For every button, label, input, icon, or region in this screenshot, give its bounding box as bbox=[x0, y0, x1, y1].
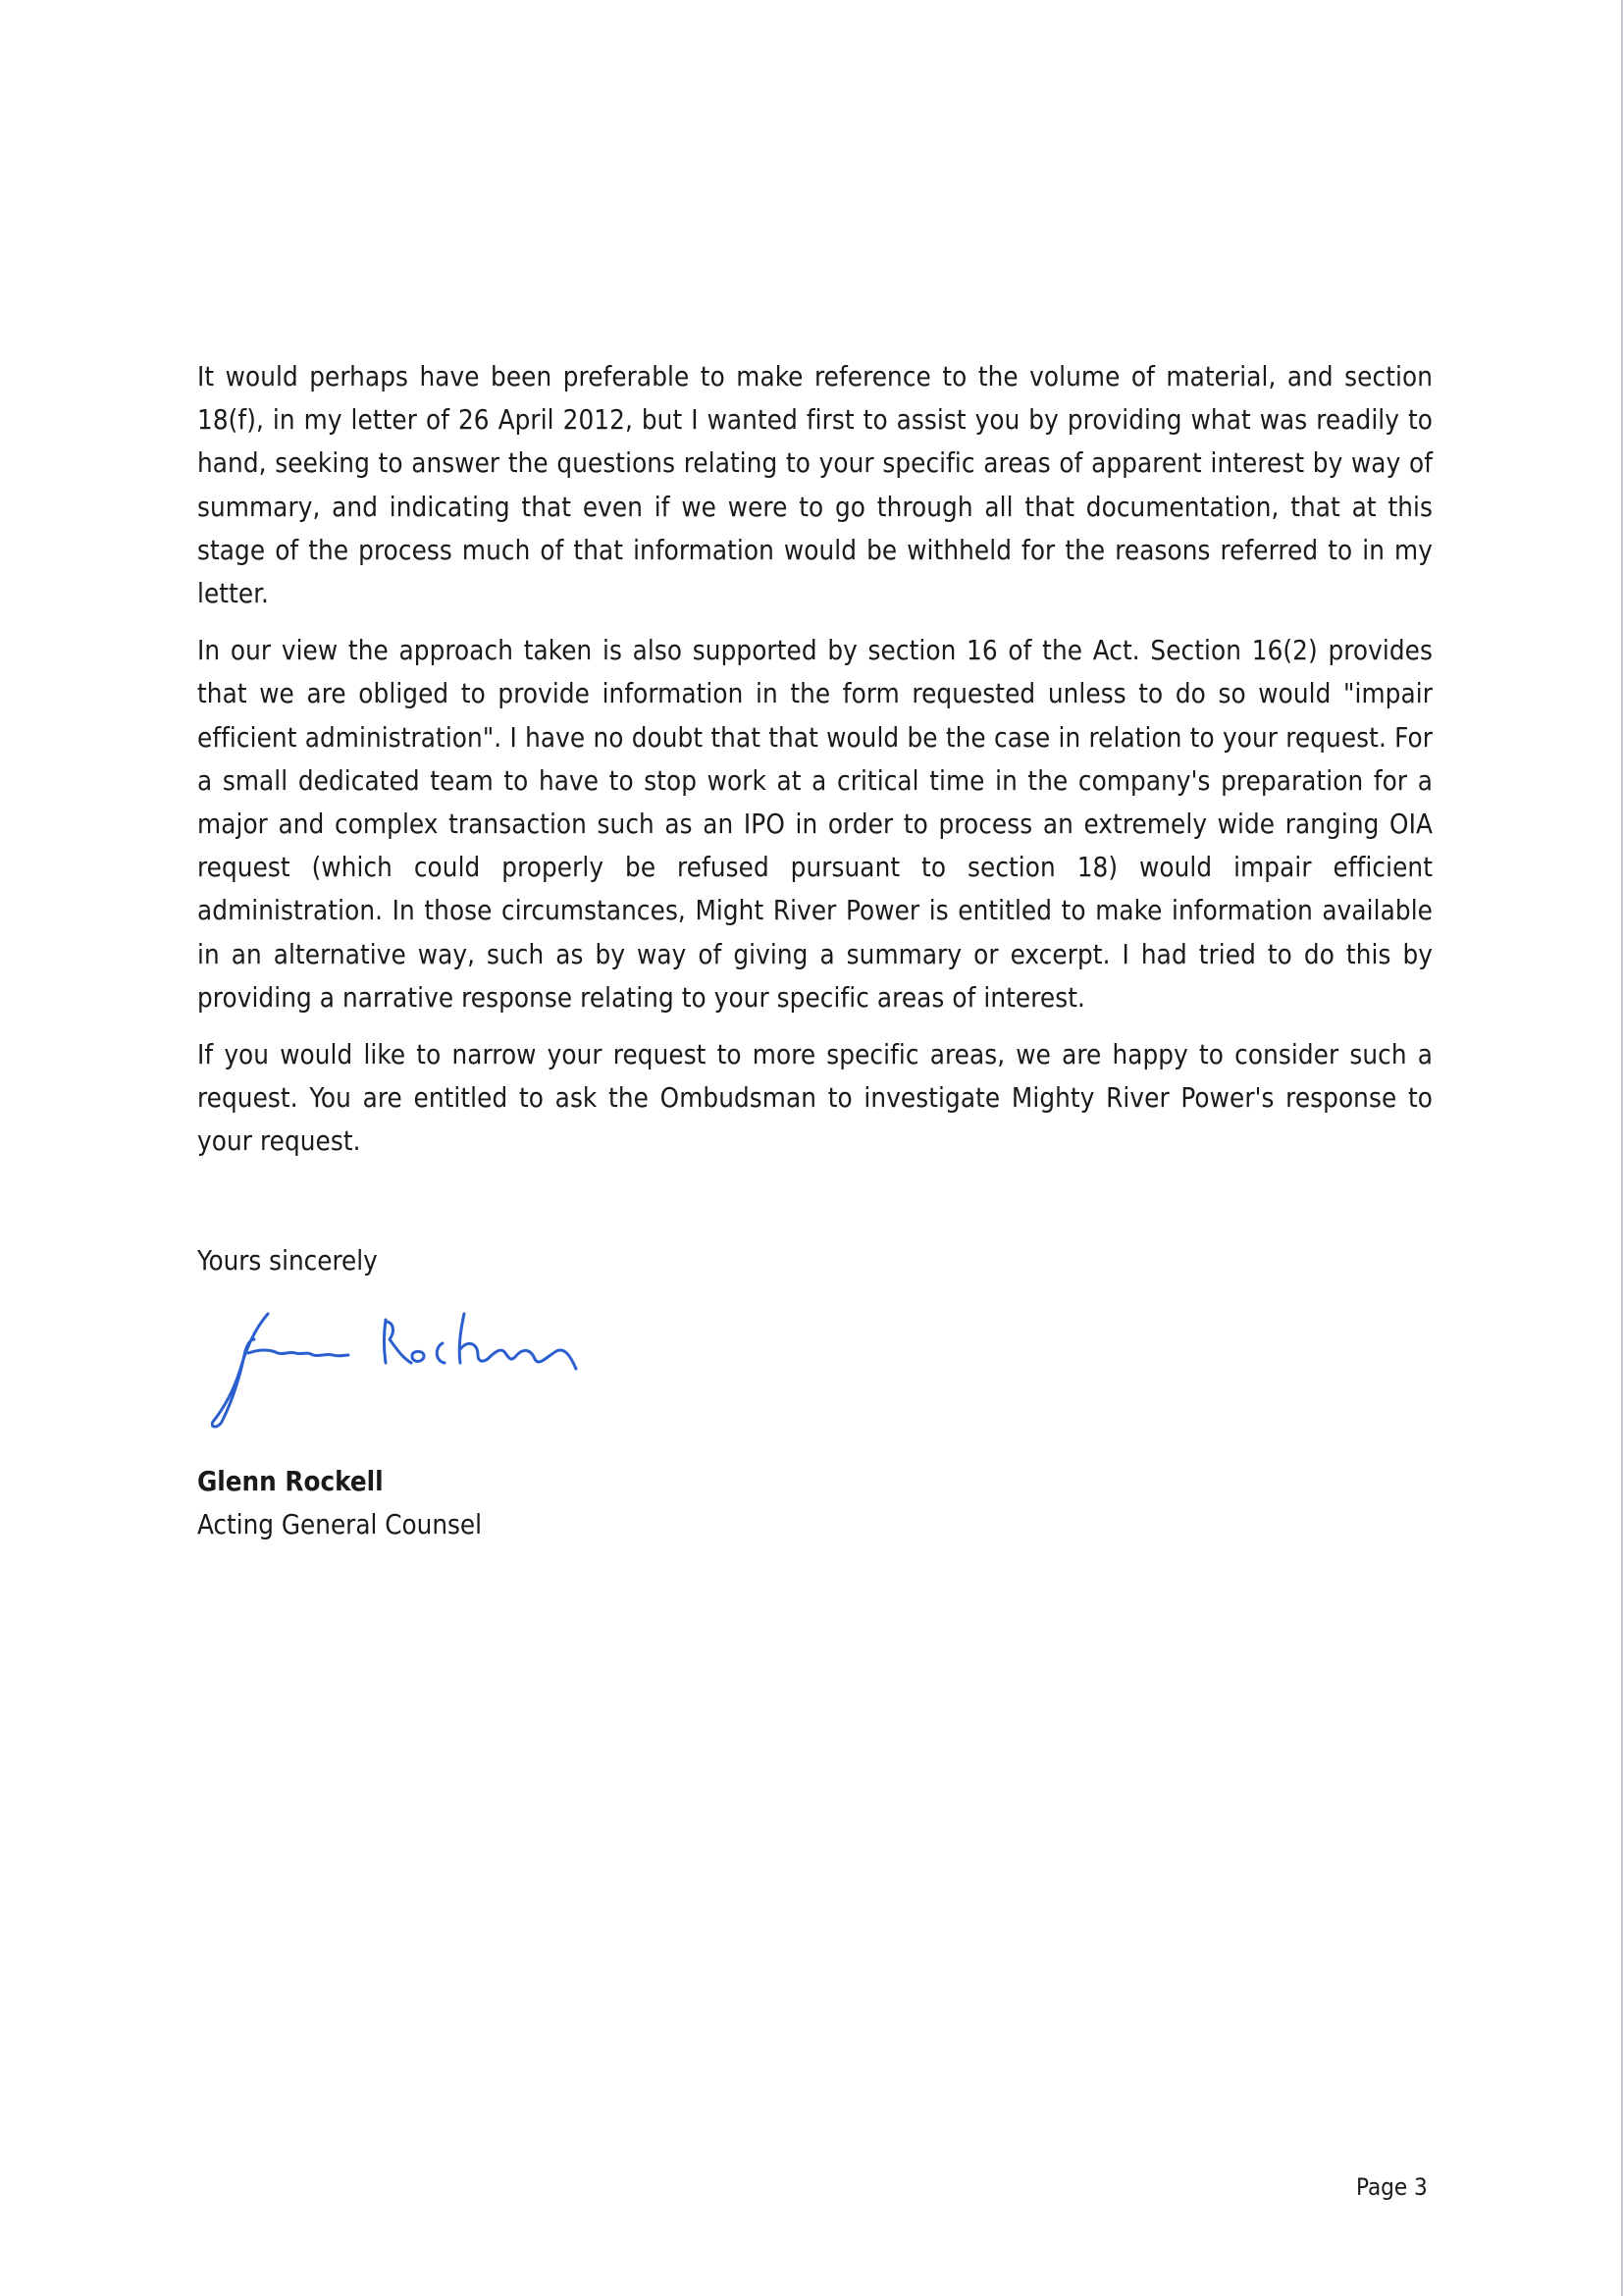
page-number: Page 3 bbox=[1356, 2173, 1428, 2201]
closing-salutation: Yours sincerely bbox=[197, 1245, 378, 1277]
letter-body bbox=[197, 355, 1433, 1177]
handwritten-signature-icon bbox=[211, 1310, 682, 1437]
paragraph-volume-of-material: It would perhaps have been preferable to make reference to the volume of material, and section 18(f), in my letter of 26 April 2012, but I wanted first to assist you by providing what was readily to hand, seeking to answer the questions relating to your specific areas of apparent interest by way of summary, and indicating that even if we were to go through all that documentation, that at this stage of the process much of that information would be withheld for the reasons referred to in my letter. bbox=[197, 361, 1433, 610]
signer-title: Acting General Counsel bbox=[197, 1509, 482, 1540]
paragraph-section-16: In our view the approach taken is also supported by section 16 of the Act. Section 16(2) provides that we are obliged to provide information in the form requested unless to do so would "impair efficient administration". I have no doubt that that would be the case in relation to your request. For a small dedicated team to have to stop work at a critical time in the company's preparation for a major and complex transaction such as an IPO in order to process an extremely wide ranging OIA request (which could properly be refused pursuant to section 18) would impair efficient administration. In those circumstances, Might River Power is entitled to make information available in an alternative way, such as by way of giving a summary or excerpt. I had tried to do this by providing a narrative response relating to your specific areas of interest. bbox=[197, 635, 1433, 1014]
signer-name: Glenn Rockell bbox=[197, 1466, 384, 1497]
paragraph-narrow-request: If you would like to narrow your request to more specific areas, we are happy to consider such a request. You are entitled to ask the Ombudsman to investigate Mighty River Power's response to your request. bbox=[197, 1039, 1433, 1158]
